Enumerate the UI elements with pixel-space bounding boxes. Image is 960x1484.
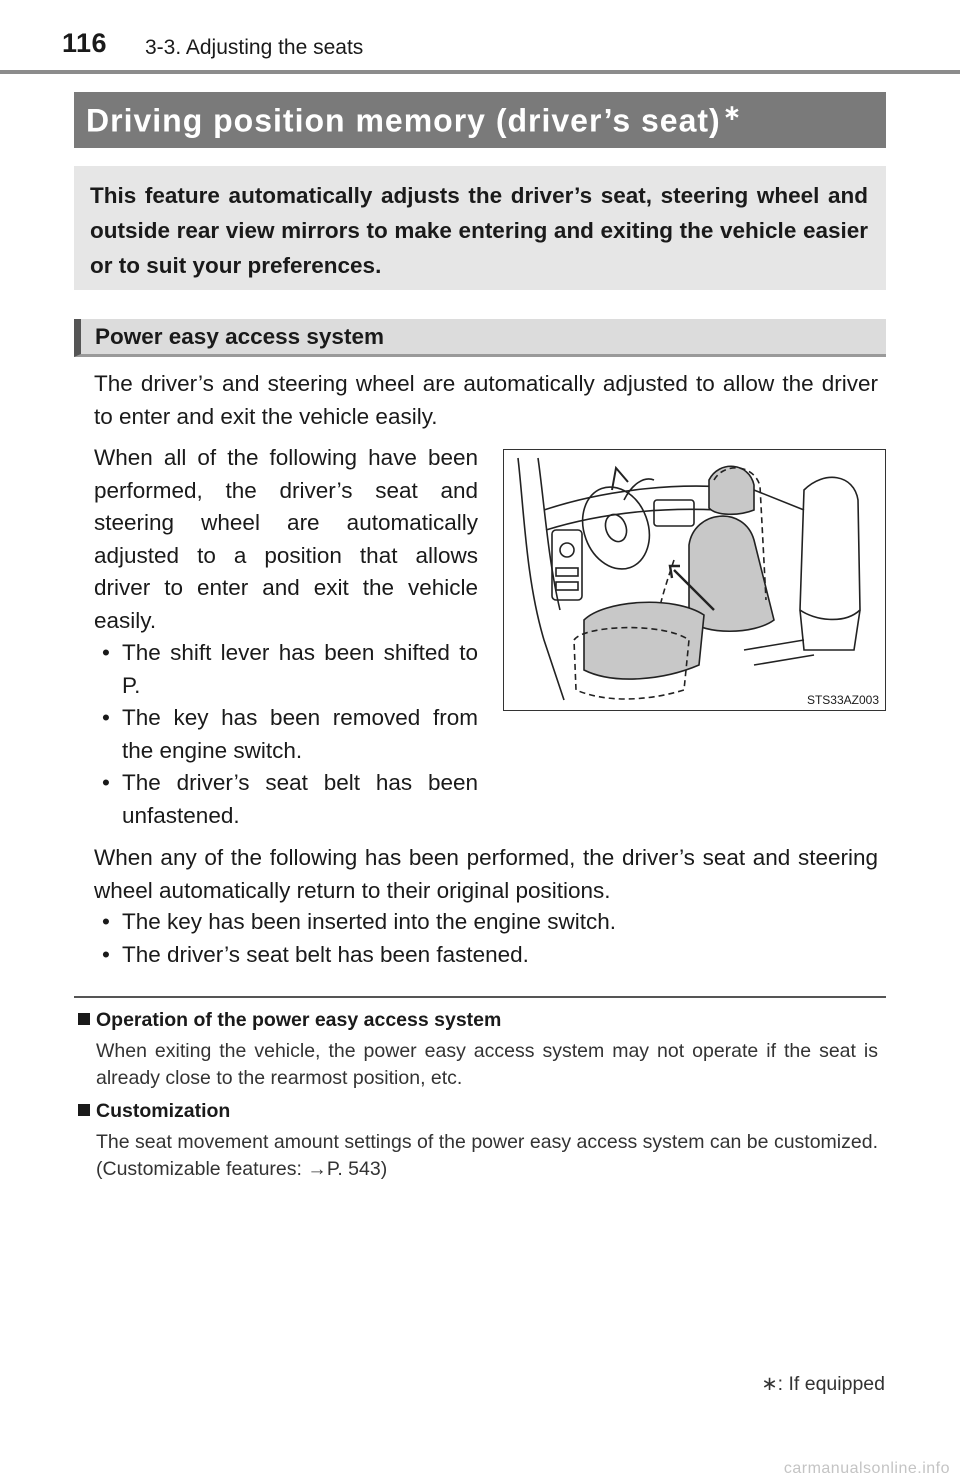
note-heading <box>78 1009 501 1032</box>
note-body: When exiting the vehicle, the power easy access system may not operate if the seat is already close to the rearmost position, etc. <box>96 1040 878 1089</box>
page-header <box>0 0 960 76</box>
list-item: • The key has been removed from the engine switch. <box>100 702 478 767</box>
list-item: • The key has been inserted into the engine switch. <box>100 906 880 939</box>
page-title-text: Driving position memory (driver’s seat) <box>86 102 721 139</box>
note-heading-text: Customization <box>96 1100 231 1122</box>
footnote: ∗: If equipped <box>761 1373 885 1395</box>
return-conditions-intro: When any of the following has been performed, the driver’s seat and steering wheel automatically return to their original positions. <box>94 845 878 903</box>
asterisk-icon: ∗ <box>722 100 743 125</box>
subsection-title: Power easy access system <box>95 324 384 349</box>
list-item: • The driver’s seat belt has been unfastened. <box>100 767 478 832</box>
list-item: • The shift lever has been shifted to P. <box>100 637 478 702</box>
system-description: The driver’s and steering wheel are automatically adjusted to allow the driver to enter and exit the vehicle easily. <box>94 371 878 429</box>
page-number: 116 <box>62 28 108 58</box>
note-heading <box>78 1100 230 1123</box>
list-item: • The driver’s seat belt has been fastened. <box>100 939 880 972</box>
seat-illustration-icon <box>504 450 884 709</box>
figure-code: STS33AZ003 <box>806 693 879 707</box>
note-body: The seat movement amount settings of the power easy access system can be customized. (Customizable features: →P. 543) <box>96 1131 878 1180</box>
notes-divider <box>74 996 886 998</box>
page-title <box>86 100 742 140</box>
enter-conditions-list <box>100 637 478 832</box>
seat-illustration <box>503 449 886 711</box>
note-heading-text: Operation of the power easy access system <box>96 1009 502 1031</box>
intro-text: This feature automatically adjusts the driver’s seat, steering wheel and outside rear view mirrors to make entering and exiting the vehicle easier or to suit your preferences. <box>90 183 868 278</box>
section-title-bar <box>74 92 886 148</box>
intro-box <box>74 166 886 290</box>
watermark: carmanualsonline.info <box>783 1460 950 1477</box>
square-bullet-icon <box>78 1104 90 1116</box>
enter-conditions-intro: When all of the following have been performed, the driver’s seat and steering wheel are automatically adjusted to a position that allows driver to enter and exit the vehicle easily. <box>94 445 478 633</box>
square-bullet-icon <box>78 1013 90 1025</box>
header-divider <box>0 70 960 74</box>
subsection-bar <box>74 319 886 357</box>
return-conditions-list <box>100 906 880 971</box>
section-reference: 3-3. Adjusting the seats <box>145 36 364 59</box>
